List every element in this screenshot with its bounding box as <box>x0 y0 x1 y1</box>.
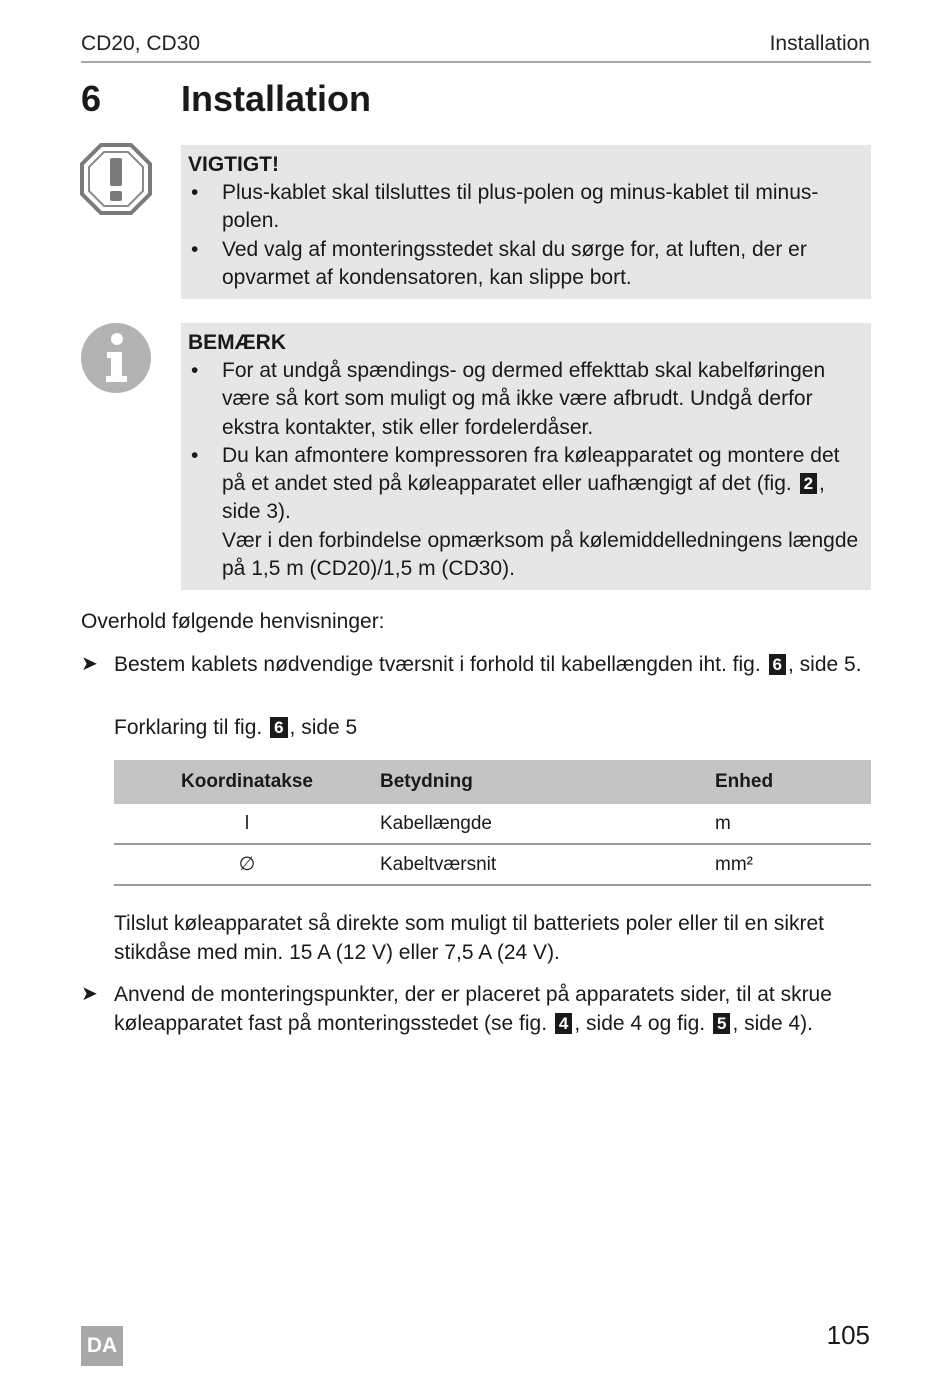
legend-caption <box>114 714 357 743</box>
info-circle-icon <box>80 322 152 394</box>
warning-list <box>188 179 861 292</box>
table-row <box>114 804 871 844</box>
connection-text: Tilslut køleapparatet så direkte som muligt til batteriets poler eller til en sikret stikdåse med min. 15 A (12 V) eller 7,5 A (24 V). <box>114 912 825 964</box>
caption-text: Forklaring til fig. <box>114 716 263 739</box>
note-box <box>181 323 871 590</box>
list-item: • Plus-kablet skal tilsluttes til plus-polen og minus-kablet til minus-polen. <box>188 179 861 236</box>
table-row <box>114 844 871 885</box>
figure-reference: 2 <box>800 473 817 494</box>
list-item: • For at undgå spændings- og dermed effekttab skal kabelføringen være så kort som muligt og må ikke være afbrudt. Undgå derfor ekstra kontakter, stik eller fordelerdåser. <box>188 357 861 442</box>
step-text: Anvend de monteringspunkter, der er placeret på apparatets sider, til at skrue køleapparatet fast på monteringsstedet (se fig. <box>114 983 832 1035</box>
figure-reference: 6 <box>769 654 786 675</box>
table-cell: l <box>114 804 380 844</box>
arrow-icon: ➤ <box>81 653 98 675</box>
legend-table <box>114 760 871 886</box>
table-cell: m <box>715 804 871 844</box>
exclamation-octagon-icon <box>80 143 152 215</box>
page-number: 105 <box>826 1320 870 1350</box>
figure-reference: 5 <box>713 1013 730 1034</box>
header-chapter: Installation <box>769 32 870 55</box>
note-text: Du kan afmontere kompressoren fra køleapparatet og montere det på et andet sted på køleapparatet eller uafhængigt af det (fig. <box>222 443 840 496</box>
table-cell: mm² <box>715 844 871 885</box>
note-text: , side 3). <box>222 472 825 524</box>
figure-reference: 6 <box>270 717 287 738</box>
language-badge: DA <box>81 1326 123 1366</box>
caption-text: , side 5 <box>289 716 358 739</box>
column-header: Enhed <box>715 760 871 804</box>
note-text: Vær i den forbindelse opmærksom på kølemiddelledningens længde på 1,5 m (CD20)/1,5 m (CD30). <box>222 528 859 581</box>
instruction-step <box>114 981 864 1038</box>
step-text: Bestem kablets nødvendige tværsnit i forhold til kabellængden iht. fig. <box>114 653 761 676</box>
note-heading: BEMÆRK <box>188 331 286 354</box>
table-cell: ∅ <box>114 844 380 885</box>
step-text: , side 4). <box>732 1011 813 1035</box>
step-text: , side 5. <box>788 653 862 676</box>
instruction-step <box>114 651 864 680</box>
column-header: Betydning <box>380 760 715 804</box>
column-header: Koordinatakse <box>114 760 380 804</box>
intro-text: Overhold følgende henvisninger: <box>81 610 385 633</box>
table-cell: Kabellængde <box>380 804 715 844</box>
header-product: CD20, CD30 <box>81 32 201 55</box>
header-divider <box>81 61 871 63</box>
figure-reference: 4 <box>555 1013 572 1034</box>
warning-box <box>181 145 871 299</box>
arrow-icon: ➤ <box>81 983 98 1005</box>
warning-heading: VIGTIGT! <box>188 153 279 176</box>
table-cell: Kabeltværsnit <box>380 844 715 885</box>
list-item <box>188 442 861 583</box>
table-header-row <box>114 760 871 804</box>
section-title: Installation <box>181 78 372 119</box>
step-text: , side 4 og fig. <box>574 1011 706 1035</box>
note-list <box>188 357 861 583</box>
section-number: 6 <box>81 78 102 119</box>
list-item: • Ved valg af monteringsstedet skal du sørge for, at luften, der er opvarmet af kondensatoren, kan slippe bort. <box>188 236 861 293</box>
